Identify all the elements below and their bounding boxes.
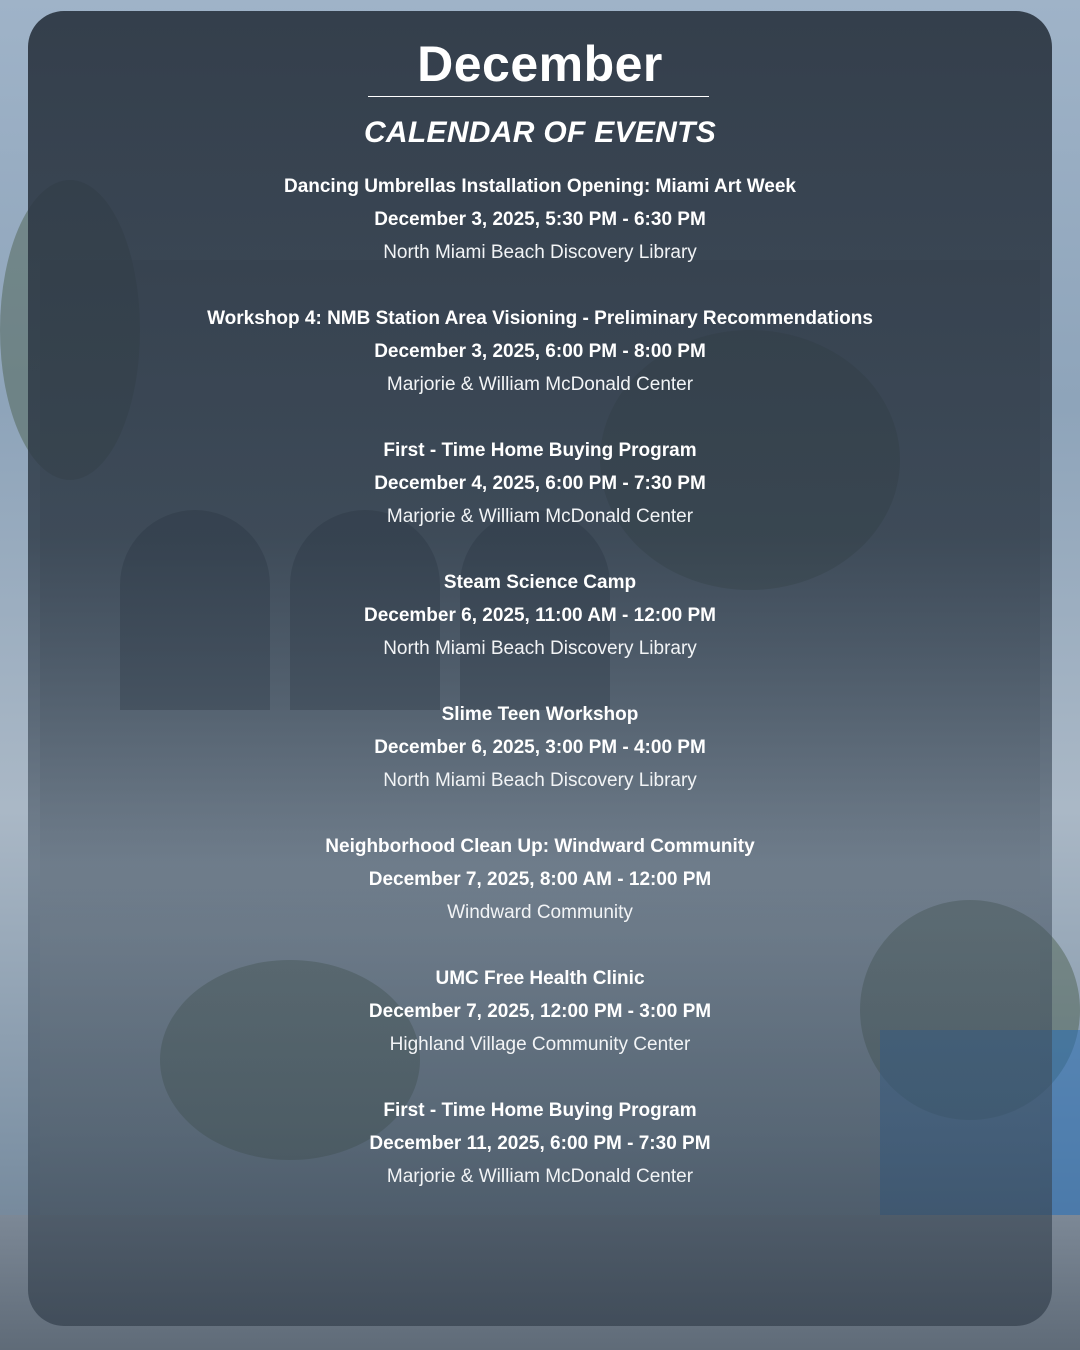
event-date: December 7, 2025, 8:00 AM - 12:00 PM <box>368 869 712 890</box>
event-item <box>0 1094 1080 1226</box>
event-item <box>0 434 1080 566</box>
event-date: December 7, 2025, 12:00 PM - 3:00 PM <box>368 1001 712 1022</box>
event-item <box>0 830 1080 962</box>
event-name: UMC Free Health Clinic <box>435 968 645 989</box>
event-date: December 11, 2025, 6:00 PM - 7:30 PM <box>369 1133 711 1154</box>
event-location: North Miami Beach Discovery Library <box>383 770 697 791</box>
event-location: Marjorie & William McDonald Center <box>386 374 694 395</box>
event-name: First - Time Home Buying Program <box>383 1100 697 1121</box>
event-item <box>0 698 1080 830</box>
event-date: December 3, 2025, 5:30 PM - 6:30 PM <box>374 209 706 230</box>
event-name: First - Time Home Buying Program <box>383 440 697 461</box>
event-name: Neighborhood Clean Up: Windward Community <box>325 836 755 857</box>
event-location: Marjorie & William McDonald Center <box>386 506 694 527</box>
event-list <box>0 170 1080 1226</box>
title-divider <box>368 96 709 97</box>
event-name: Dancing Umbrellas Installation Opening: Miami Art Week <box>283 176 797 197</box>
event-name: Steam Science Camp <box>443 572 637 593</box>
event-name: Workshop 4: NMB Station Area Visioning - Preliminary Recommendations <box>207 308 873 329</box>
event-item <box>0 962 1080 1094</box>
page-subtitle: CALENDAR OF EVENTS <box>363 116 717 149</box>
event-date: December 3, 2025, 6:00 PM - 8:00 PM <box>374 341 706 362</box>
event-item <box>0 566 1080 698</box>
page-title: December <box>417 36 663 92</box>
event-date: December 6, 2025, 11:00 AM - 12:00 PM <box>363 605 717 626</box>
event-location: Highland Village Community Center <box>389 1034 691 1055</box>
event-location: Windward Community <box>447 902 633 923</box>
event-name: Slime Teen Workshop <box>441 704 639 725</box>
event-item <box>0 170 1080 302</box>
event-location: Marjorie & William McDonald Center <box>386 1166 694 1187</box>
event-date: December 6, 2025, 3:00 PM - 4:00 PM <box>374 737 706 758</box>
event-date: December 4, 2025, 6:00 PM - 7:30 PM <box>374 473 706 494</box>
event-item <box>0 302 1080 434</box>
event-location: North Miami Beach Discovery Library <box>383 638 697 659</box>
event-location: North Miami Beach Discovery Library <box>383 242 697 263</box>
